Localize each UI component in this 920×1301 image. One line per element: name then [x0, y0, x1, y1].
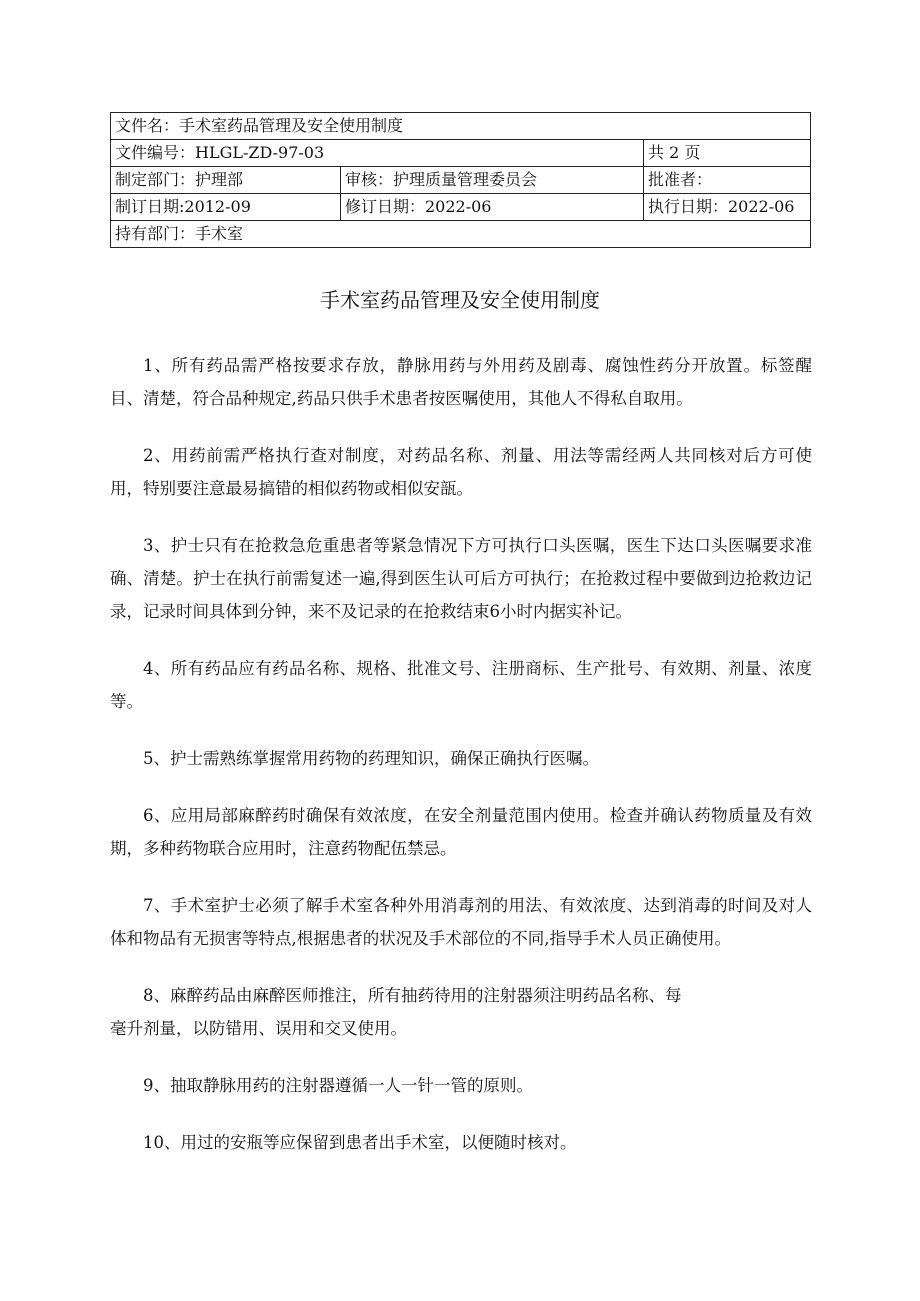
paragraph-9: 9、抽取静脉用药的注射器遵循一人一针一管的原则。	[143, 1076, 533, 1095]
document-body	[110, 349, 812, 1183]
approver-cell: 批准者：	[644, 167, 811, 194]
effective-date-cell: 执行日期：2022-06	[644, 194, 811, 221]
paragraph-10: 10、用过的安瓶等应保留到患者出手术室，以便随时核对。	[143, 1133, 577, 1152]
paragraph-6: 6、应用局部麻醉药时确保有效浓度，在安全剂量范围内使用。检查并确认药物质量及有效期，多种药物联合应用时，注意药物配伍禁忌。	[110, 806, 812, 858]
paragraph-8-line-2: 毫升剂量，以防错用、误用和交叉使用。	[110, 1019, 407, 1038]
total-pages-cell: 共 2 页	[644, 140, 811, 167]
paragraph-2: 2、用药前需严格执行查对制度，对药品名称、剂量、用法等需经两人共同核对后方可使用，特别要注意最易搞错的相似药物或相似安瓿。	[110, 446, 812, 498]
paragraph-1: 1、所有药品需严格按要求存放，静脉用药与外用药及剧毒、腐蚀性药分开放置。标签醒目、清楚，符合品种规定,药品只供手术患者按医嘱使用，其他人不得私自取用。	[110, 356, 812, 408]
reviewer-cell: 审核：护理质量管理委员会	[341, 167, 644, 194]
paragraph-4: 4、所有药品应有药品名称、规格、批准文号、注册商标、生产批号、有效期、剂量、浓度等。	[110, 659, 812, 711]
document-header-table	[110, 112, 811, 248]
paragraph-3: 3、护士只有在抢救急危重患者等紧急情况下方可执行口头医嘱，医生下达口头医嘱要求准确、清楚。护士在执行前需复述一遍,得到医生认可后方可执行；在抢救过程中要做到边抢救边记录，记录时间具体到分钟，来不及记录的在抢救结束6小时内据实补记。	[110, 536, 812, 621]
department-cell: 制定部门：护理部	[111, 167, 341, 194]
revised-date-cell: 修订日期：2022-06	[341, 194, 644, 221]
paragraph-8-line-1: 8、麻醉药品由麻醉医师推注，所有抽药待用的注射器须注明药品名称、每	[143, 986, 682, 1005]
paragraph-5: 5、护士需熟练掌握常用药物的药理知识，确保正确执行医嘱。	[143, 749, 599, 768]
paragraph-8	[110, 979, 812, 1045]
document-title: 手术室药品管理及安全使用制度	[320, 288, 600, 312]
file-name-cell: 文件名：手术室药品管理及安全使用制度	[111, 113, 811, 140]
created-date-cell: 制订日期:2012-09	[111, 194, 341, 221]
holder-cell: 持有部门：手术室	[111, 221, 811, 248]
file-number-cell: 文件编号：HLGL-ZD-97-03	[111, 140, 644, 167]
paragraph-7: 7、手术室护士必须了解手术室各种外用消毒剂的用法、有效浓度、达到消毒的时间及对人体和物品有无损害等特点,根据患者的状况及手术部位的不同,指导手术人员正确使用。	[110, 896, 812, 948]
